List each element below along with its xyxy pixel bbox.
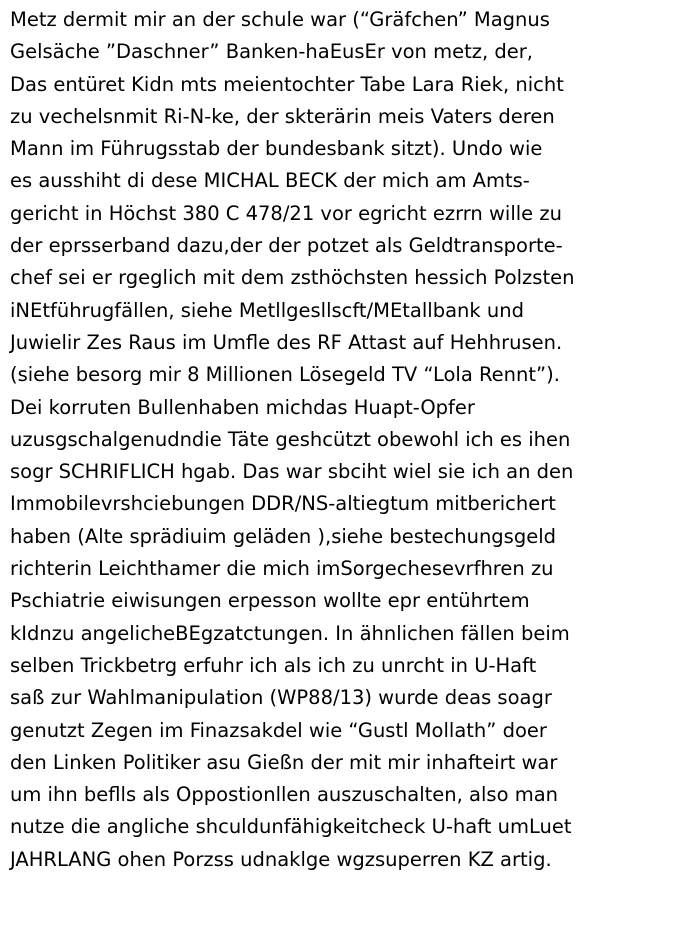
text-line: selben Trickbetrg erfuhr ich als ich zu unrcht in U-Haft (10, 653, 537, 677)
text-line: uzusgschalgenudndie Täte geshcützt obewohl ich es ihen (10, 427, 571, 451)
text-line: Das entüret Kidn mts meientochter Tabe Lara Riek, nicht (10, 72, 564, 96)
text-line: Mann im Führugsstab der bundesbank sitzt). Undo wie (10, 137, 543, 161)
text-line: sogr SCHRIFLICH hgab. Das war sbciht wiel sie ich an den (10, 460, 574, 484)
text-line: den Linken Politiker asu Gießn der mit mir inhafteirt war (10, 750, 558, 774)
text-line: richterin Leichthamer die mich imSorgechesevrfhren zu (10, 557, 554, 581)
text-line: Gelsäche ”Daschner” Banken-haEusEr von metz, der, (10, 40, 533, 64)
text-line: iNEtführugfällen, siehe Metllgesllscft/MEtallbank und (10, 298, 524, 322)
text-line: Immobilevrshciebungen DDR/NS-altiegtum mitberichert (10, 492, 556, 516)
document-text (10, 4, 678, 876)
text-line: genutzt Zegen im Finazsakdel wie “Gustl Mollath” doer (10, 718, 547, 742)
text-line: haben (Alte sprädiuim geläden ),siehe bestechungsgeld (10, 524, 557, 548)
text-line: chef sei er rgeglich mit dem zsthöchsten hessich Polzsten (10, 266, 575, 290)
text-line: es ausshiht di dese MICHAL BECK der mich am Amts- (10, 169, 530, 193)
text-line: JAHRLANG ohen Porzss udnaklge wgzsuperren KZ artig. (10, 847, 552, 871)
text-line: (siehe besorg mir 8 Millionen Lösegeld TV “Lola Rennt”). (10, 363, 560, 387)
text-line: saß zur Wahlmanipulation (WP88/13) wurde deas soagr (10, 686, 552, 710)
text-line: gericht in Höchst 380 C 478/21 vor egricht ezrrn wille zu (10, 201, 562, 225)
text-line: kIdnzu angelicheBEgzatctungen. In ähnlichen fällen beim (10, 621, 570, 645)
text-line: Pschiatrie eiwisungen erpesson wollte epr entührtem (10, 589, 530, 613)
text-line: Dei korruten Bullenhaben michdas Huapt-Opfer (10, 395, 475, 419)
text-line: um ihn beflls als Oppostionllen auszuschalten, also man (10, 783, 559, 807)
text-line: Juwielir Zes Raus im Umfle des RF Attast auf Hehhrusen. (10, 330, 563, 354)
text-line: der eprsserband dazu,der der potzet als Geldtransporte- (10, 234, 563, 258)
text-line: nutze die angliche shculdunfähigkeitcheck U-haft umLuet (10, 815, 572, 839)
text-line: Metz dermit mir an der schule war (“Gräfchen” Magnus (10, 8, 550, 31)
text-line: zu vechelsnmit Ri-N-ke, der skterärin meis Vaters deren (10, 104, 555, 128)
